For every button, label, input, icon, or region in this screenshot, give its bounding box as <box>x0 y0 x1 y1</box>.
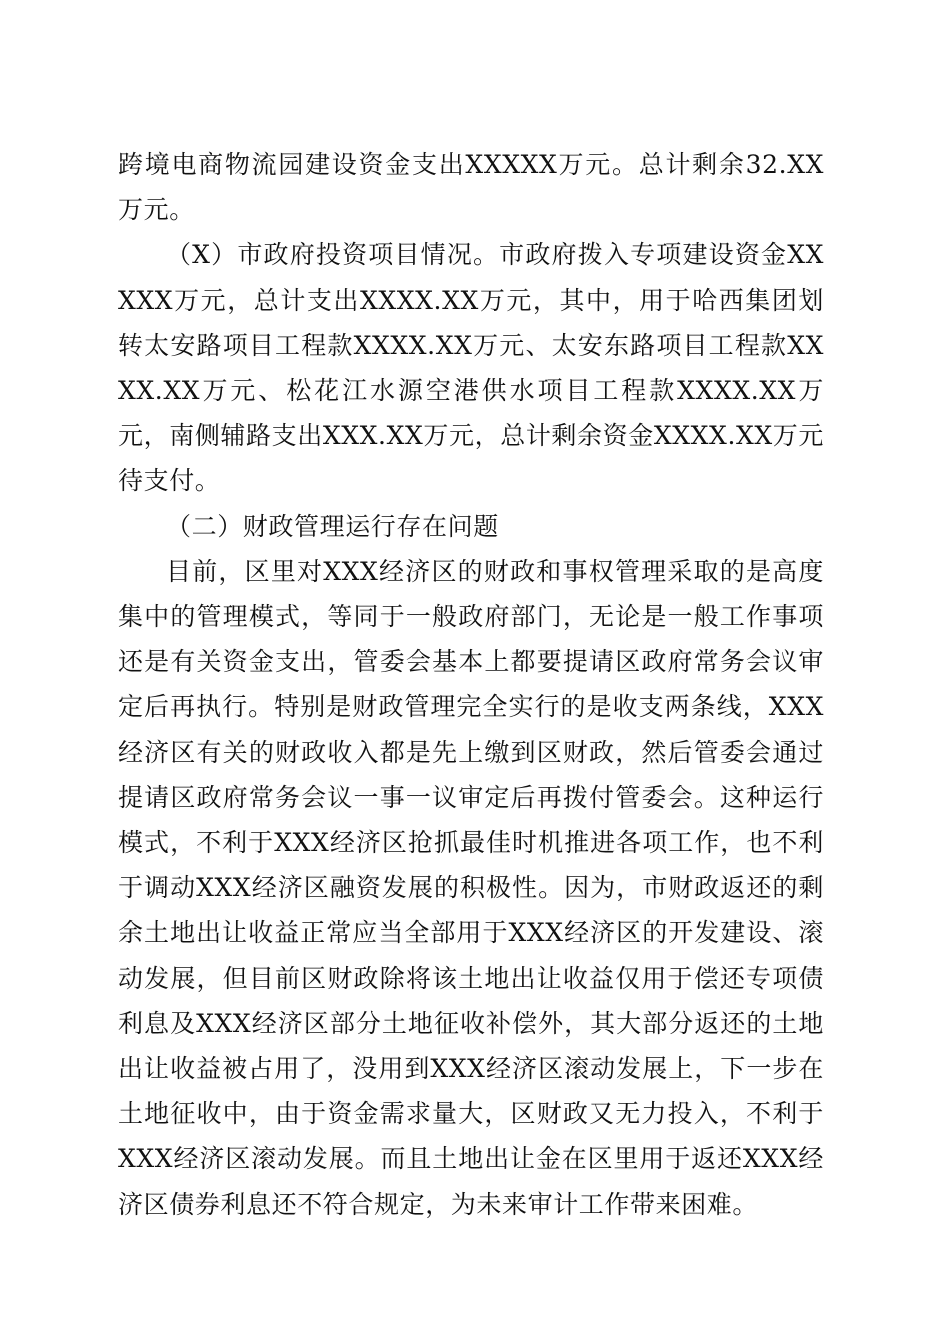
paragraph-logistics-park: 跨境电商物流园建设资金支出XXXXX万元。总计剩余32.XX万元。 <box>118 150 824 225</box>
document-page <box>118 142 824 1227</box>
paragraph-city-investment: （X）市政府投资项目情况。市政府拨入专项建设资金XXXXX万元，总计支出XXXX.XX万元，其中，用于哈西集团划转太安路项目工程款XXXX.XX万元、太安东路项目工程款XXXX.XX万元、松花江水源空港供水项目工程款XXXX.XX万元，南侧辅路支出XXX.XX万元，总计剩余资金XXXX.XX万元待支付。 <box>118 240 824 496</box>
section-heading: （二）财政管理运行存在问题 <box>166 511 499 541</box>
paragraph-financial-issues: 目前，区里对XXX经济区的财政和事权管理采取的是高度集中的管理模式，等同于一般政府部门，无论是一般工作事项还是有关资金支出，管委会基本上都要提请区政府常务会议审定后再执行。特别是财政管理完全实行的是收支两条线，XXX经济区有关的财政收入都是先上缴到区财政，然后管委会通过提请区政府常务会议一事一议审定后再拨付管委会。这种运行模式，不利于XXX经济区抢抓最佳时机推进各项工作，也不利于调动XXX经济区融资发展的积极性。因为，市财政返还的剩余土地出让收益正常应当全部用于XXX经济区的开发建设、滚动发展，但目前区财政除将该土地出让收益仅用于偿还专项债利息及XXX经济区部分土地征收补偿外，其大部分返还的土地出让收益被占用了，没用到XXX经济区滚动发展上，下一步在土地征收中，由于资金需求量大，区财政又无力投入，不利于XXX经济区滚动发展。而且土地出让金在区里用于返还XXX经济区债券利息还不符合规定，为未来审计工作带来困难。 <box>118 556 824 1219</box>
